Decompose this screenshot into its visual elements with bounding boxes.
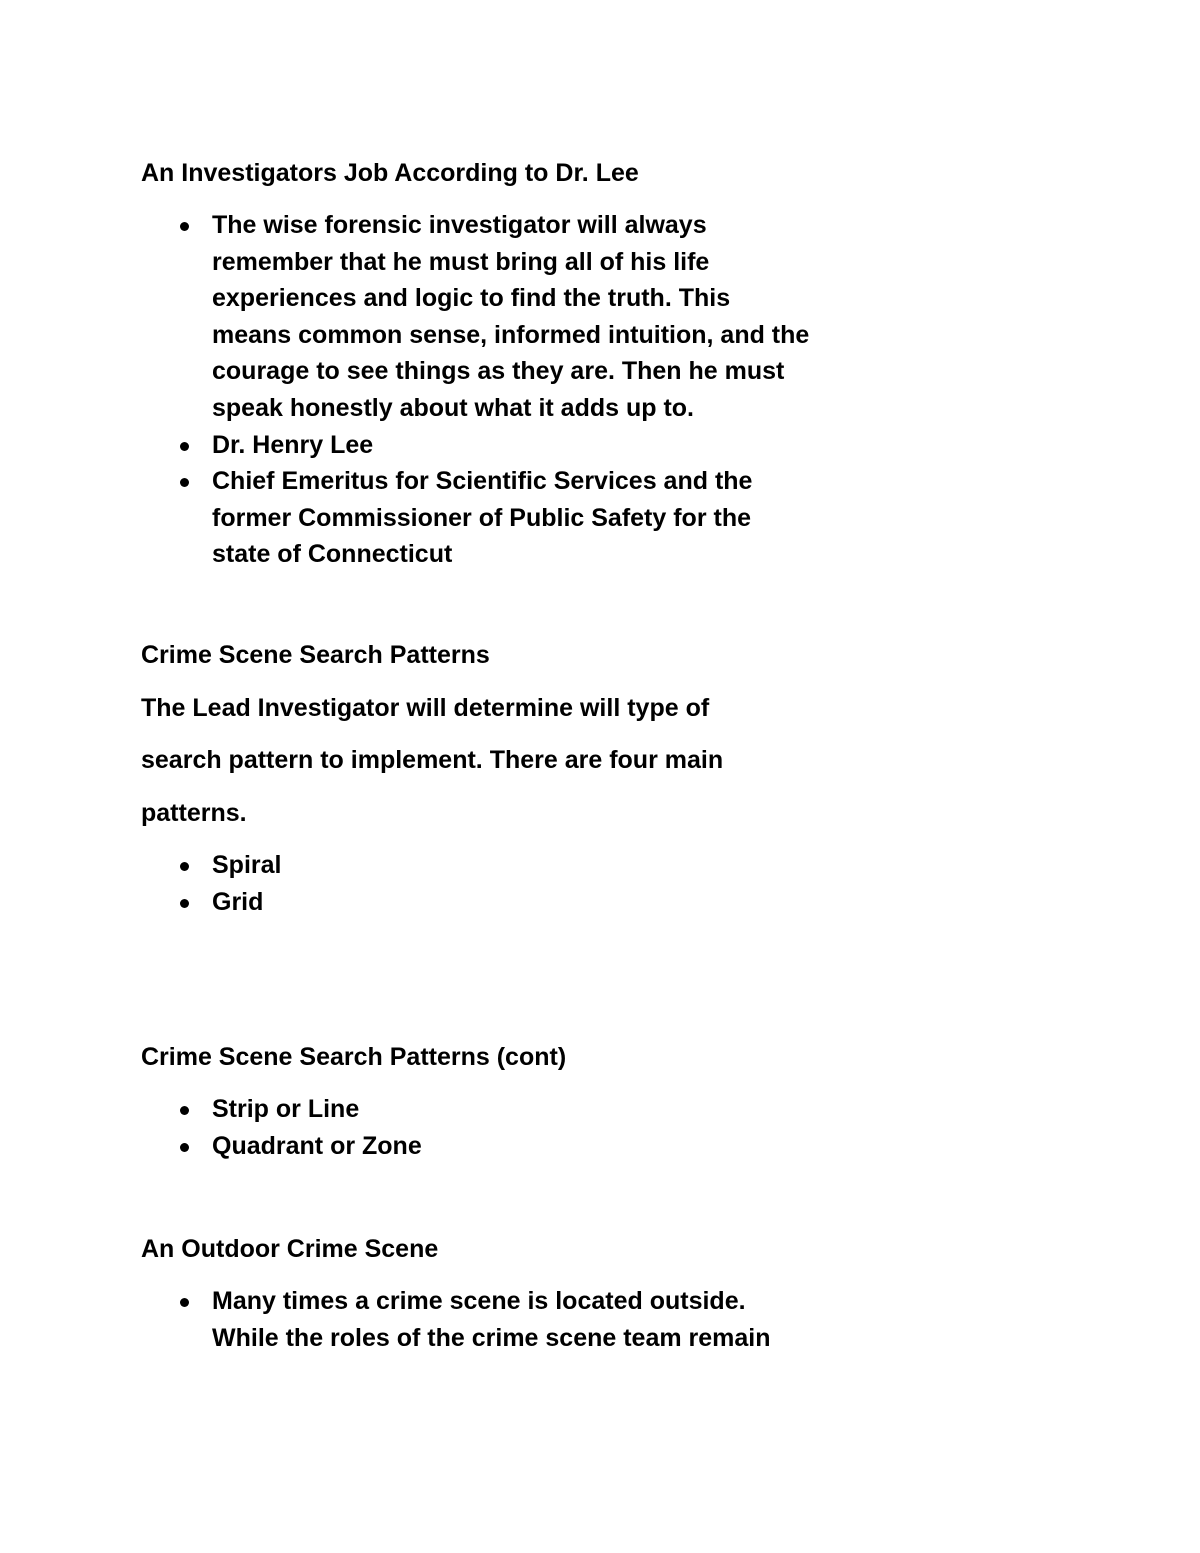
text-line: courage to see things as they are. Then he must — [212, 357, 785, 386]
bullet-list-search-patterns-cont — [0, 1091, 1092, 1164]
bullet-icon — [180, 1298, 189, 1307]
text-line: former Commissioner of Public Safety for the — [212, 503, 751, 532]
bullet-icon — [180, 1106, 189, 1115]
text-line: means common sense, informed intuition, and the — [212, 320, 810, 349]
text-line: speak honestly about what it adds up to. — [212, 393, 694, 422]
text-line: Quadrant or Zone — [212, 1131, 422, 1160]
bullet-list-outdoor-scene — [0, 1283, 1092, 1356]
section-heading-search-patterns-cont: Crime Scene Search Patterns (cont) — [141, 1043, 567, 1071]
text-line: Grid — [212, 887, 264, 916]
bullet-icon — [180, 478, 189, 487]
text-line: Strip or Line — [212, 1095, 360, 1123]
list-item — [0, 884, 1092, 921]
bullet-icon — [180, 222, 189, 231]
bullet-icon — [180, 1143, 189, 1152]
bullet-list-search-patterns — [0, 847, 1092, 920]
list-item — [0, 847, 1092, 884]
bullet-list-investigators-job — [0, 207, 1092, 573]
bullet-icon — [180, 442, 189, 451]
list-item — [0, 1128, 1092, 1165]
list-item — [0, 207, 1092, 427]
paragraph-line: patterns. — [141, 799, 247, 827]
section-heading-search-patterns: Crime Scene Search Patterns — [141, 641, 490, 669]
text-line: While the roles of the crime scene team remain — [212, 1323, 771, 1352]
list-item — [0, 427, 1092, 464]
text-line: Spiral — [212, 851, 282, 879]
bullet-icon — [180, 862, 189, 871]
paragraph-line: search pattern to implement. There are four main — [141, 746, 724, 774]
text-line: The wise forensic investigator will always — [212, 211, 707, 239]
text-line: Dr. Henry Lee — [212, 430, 374, 459]
bullet-icon — [180, 899, 189, 908]
list-item — [0, 1091, 1092, 1128]
section-heading-investigators-job: An Investigators Job According to Dr. Lee — [141, 159, 639, 187]
text-line: Many times a crime scene is located outside. — [212, 1287, 746, 1315]
section-heading-outdoor-scene: An Outdoor Crime Scene — [141, 1235, 439, 1263]
text-line: experiences and logic to find the truth. This — [212, 284, 731, 313]
list-item — [0, 1283, 1092, 1356]
list-item — [0, 463, 1092, 573]
paragraph-line: The Lead Investigator will determine will type of — [141, 694, 710, 722]
text-line: Chief Emeritus for Scientific Services and the — [212, 467, 753, 496]
text-line: state of Connecticut — [212, 540, 453, 569]
text-line: remember that he must bring all of his life — [212, 247, 710, 276]
